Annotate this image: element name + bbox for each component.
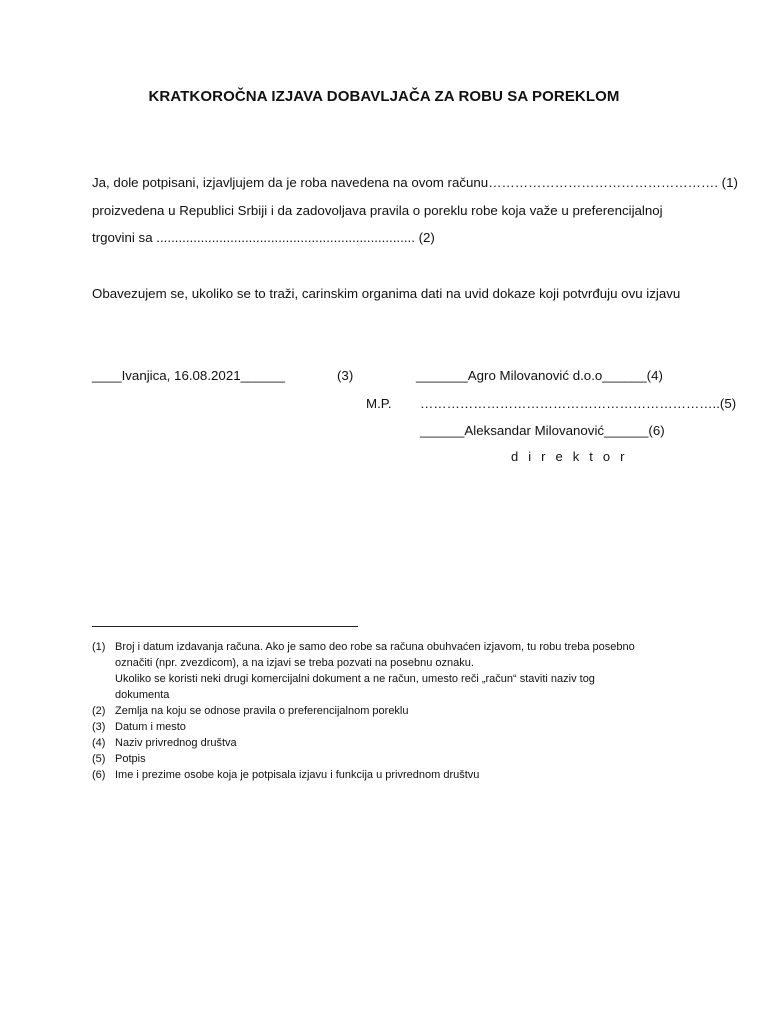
company-name: _______Agro Milovanović d.o.o______(4) <box>416 368 663 383</box>
commitment-text: Obavezujem se, ukoliko se to traži, carinskim organima dati na uvid dokaze koji potvrđuju ovu izjavu <box>92 286 681 301</box>
footnote-3-number: (3) <box>92 721 106 733</box>
footnote-6-number: (6) <box>92 769 106 781</box>
footnote-5-number: (5) <box>92 753 106 765</box>
footnote-2-text: Zemlja na koju se odnose pravila o preferencijalnom poreklu <box>115 705 409 717</box>
declaration-line-1: Ja, dole potpisani, izjavljujem da je roba navedena na ovom računu……………………………………………. (1) <box>92 175 738 190</box>
footnote-1-line-1: Broj i datum izdavanja računa. Ako je samo deo robe sa računa obuhvaćen izjavom, tu robu treba posebno <box>115 641 635 653</box>
signatory-name: ______Aleksandar Milovanović______(6) <box>420 423 665 438</box>
declaration-line-2: proizvedena u Republici Srbiji i da zadovoljava pravila o poreklu robe koja važe u preferencijalnoj <box>92 203 663 218</box>
stamp-label: M.P. <box>366 396 392 411</box>
declaration-line-3: trgovini sa ...................................................................... (2) <box>92 230 435 245</box>
signature-line: …………………………………………………………..(5) <box>420 396 737 411</box>
place-date-ref: (3) <box>337 368 354 383</box>
footnote-1-line-4: dokumenta <box>115 689 170 701</box>
footnote-5-text: Potpis <box>115 753 146 765</box>
place-date: ____Ivanjica, 16.08.2021______ <box>92 368 285 383</box>
footnote-3-text: Datum i mesto <box>115 721 186 733</box>
footnote-1-line-3: Ukoliko se koristi neki drugi komercijalni dokument a ne račun, umesto reči „račun“ staviti naziv tog <box>115 673 595 685</box>
footnote-1-number: (1) <box>92 641 106 653</box>
footnote-2-number: (2) <box>92 705 106 717</box>
footnote-1-line-2: označiti (npr. zvezdicom), a na izjavi se treba pozvati na posebnu oznaku. <box>115 657 474 669</box>
footnote-4-text: Naziv privrednog društva <box>115 737 237 749</box>
signatory-function: d i r e k t o r <box>511 449 628 464</box>
footnote-6-text: Ime i prezime osobe koja je potpisala izjavu i funkcija u privrednom društvu <box>115 769 480 781</box>
footnote-4-number: (4) <box>92 737 106 749</box>
document-title: KRATKOROČNA IZJAVA DOBAVLJAČA ZA ROBU SA POREKLOM <box>148 88 620 105</box>
footnote-divider <box>92 626 358 627</box>
